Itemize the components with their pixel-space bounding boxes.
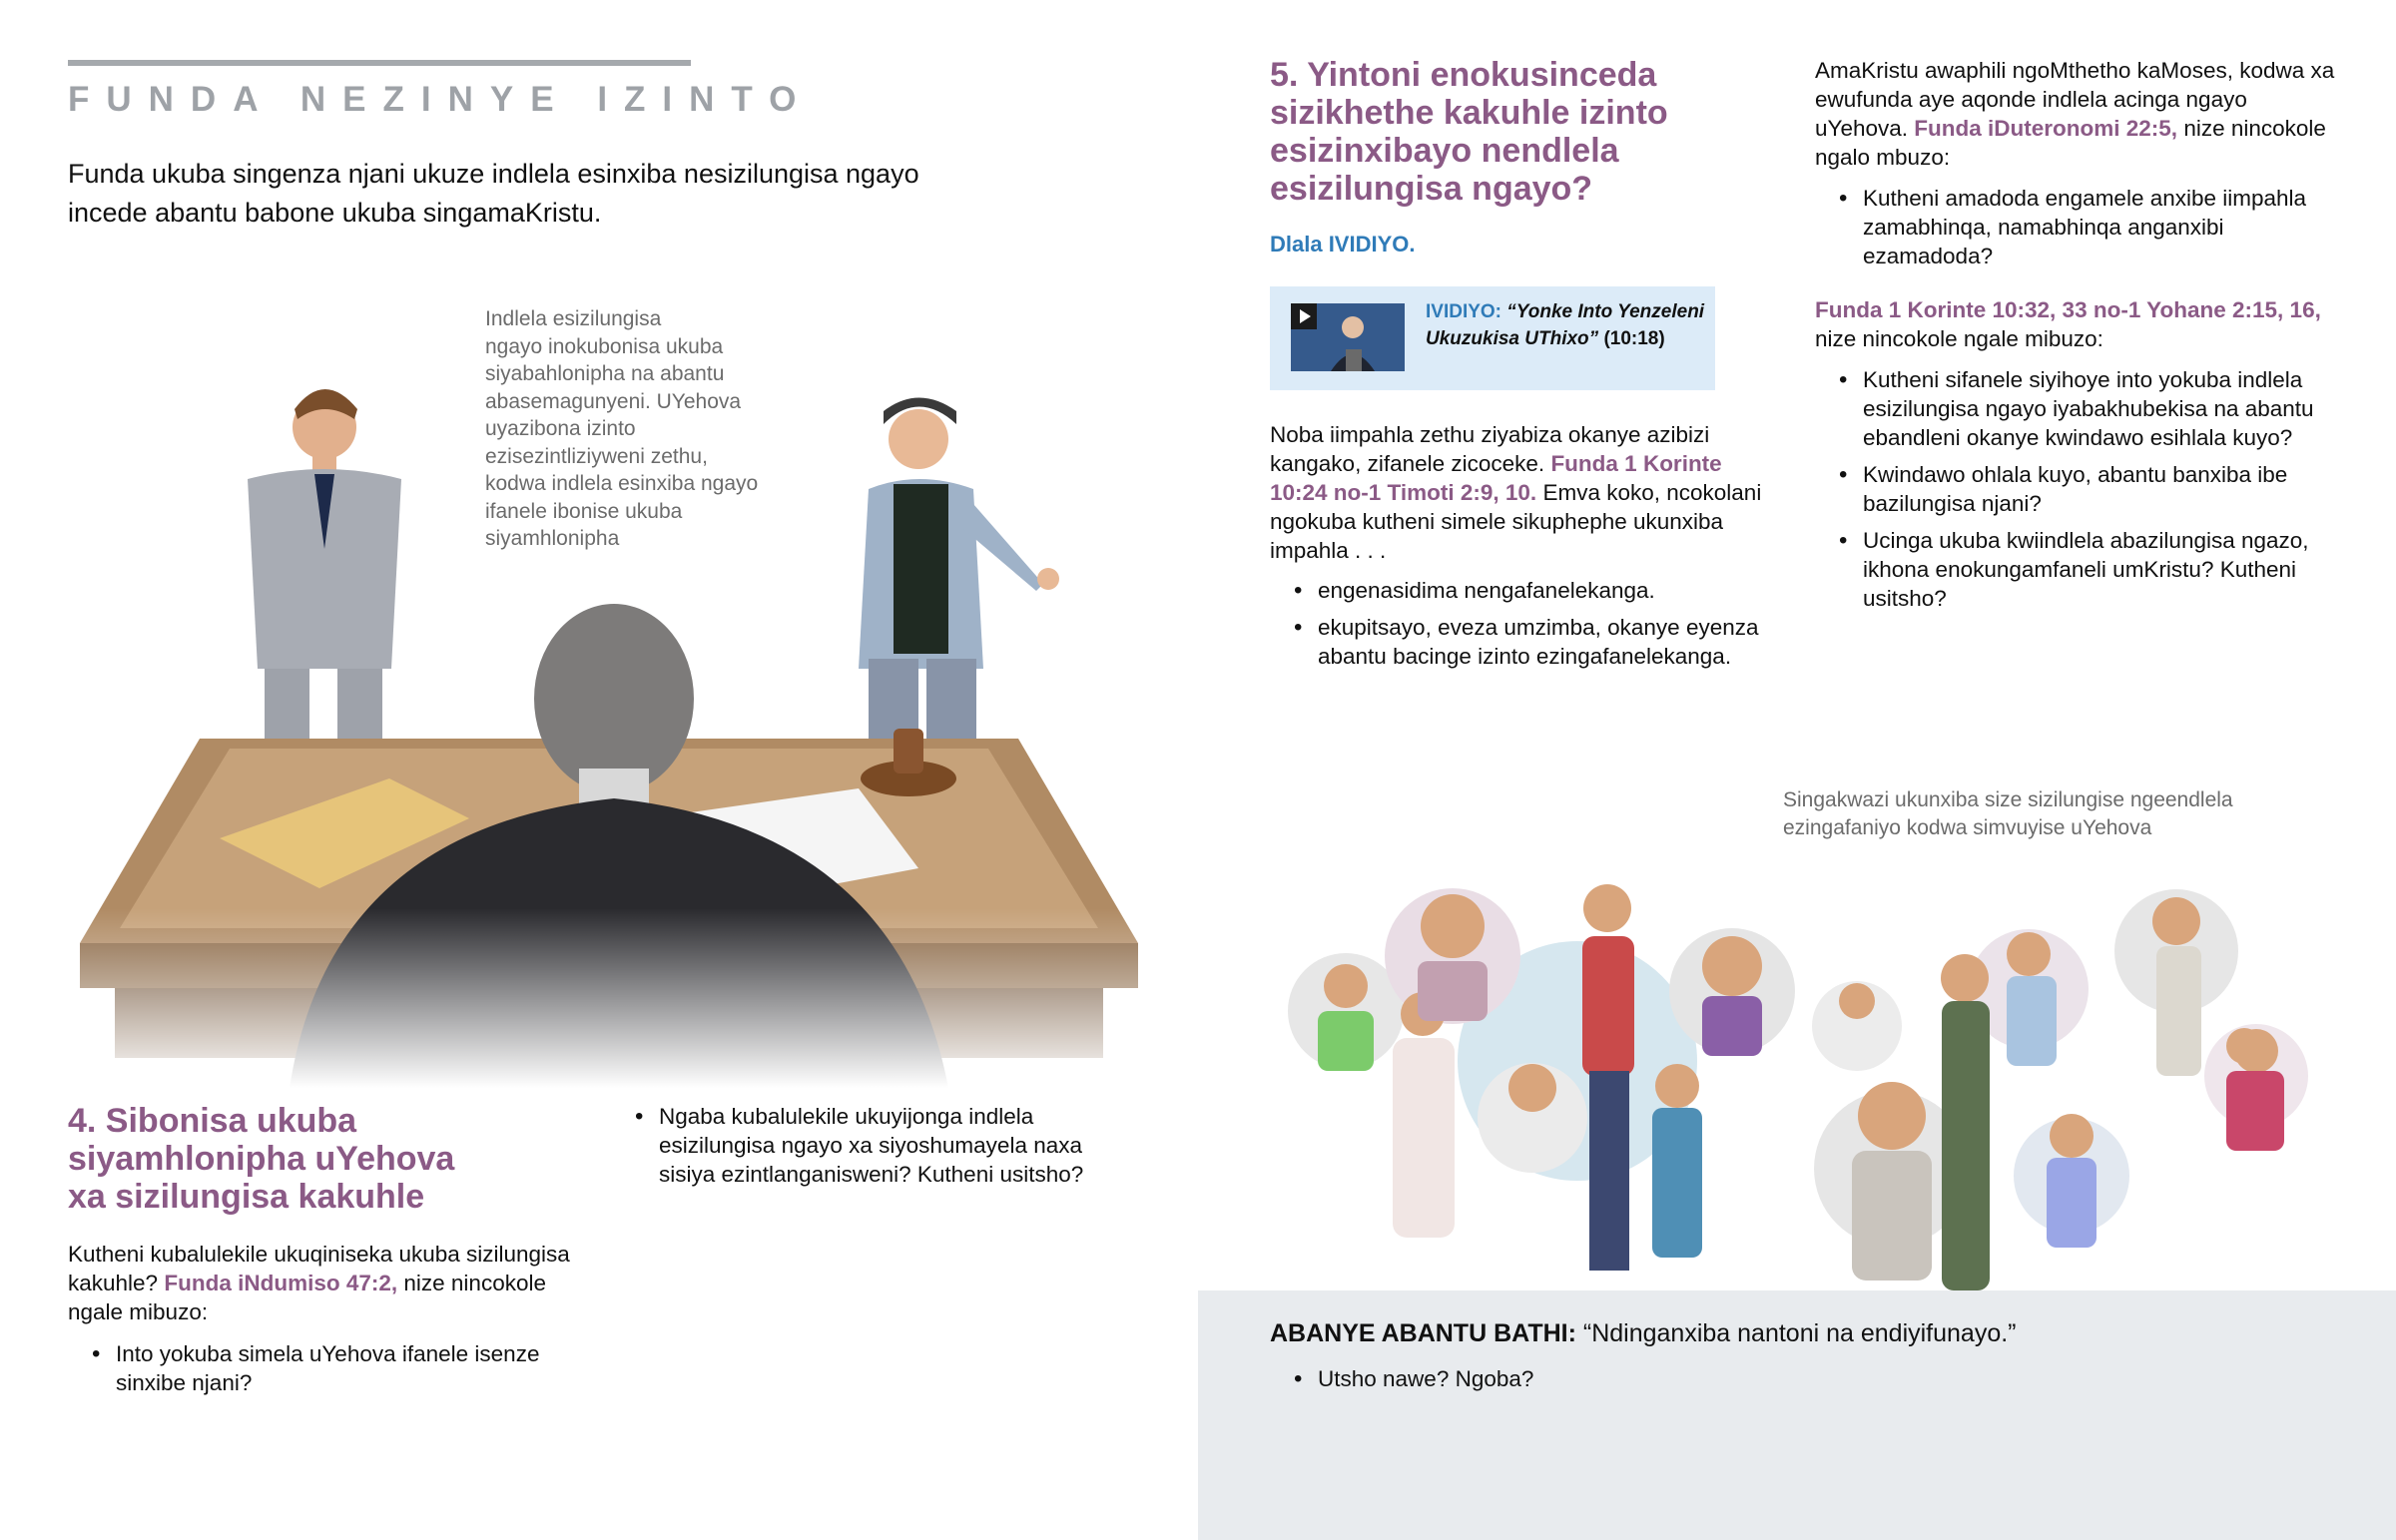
col2-paragraph1: AmaKristu awaphili ngoMthetho kaMoses, kodwa xa ewufunda aye aqonde indlela acinga ngayo uYehova. Funda iDuteronomi 22:5, nize nincokole ngalo mbuzo: xyxy=(1815,58,2335,170)
caption-line: kodwa indlela esinxiba ngayo xyxy=(485,472,759,495)
section4-paragraph: Kutheni kubalulekile ukuqiniseka ukuba sizilungisa kakuhle? Funda iNdumiso 47:2, nize nincokole ngale mibuzo: xyxy=(68,1242,570,1324)
caption-line: ezingafaniyo kodwa simvuyise uYehova xyxy=(1783,815,2152,839)
play-video-link[interactable]: Dlala IVIDIYO. xyxy=(1270,232,1416,257)
col2-paragraph2: Funda 1 Korinte 10:32, 33 no-1 Yohane 2:15, 16, nize nincokole ngale mibuzo: xyxy=(1815,297,2321,351)
header-rule xyxy=(68,60,691,66)
group-caption xyxy=(1783,786,2302,841)
caption-line: Singakwazi ukunxiba size sizilungise ngeendlela xyxy=(1783,788,2233,811)
section4-bullets-col2 xyxy=(611,1102,1122,1197)
video-caption: IVIDIYO: “Yonke Into Yenzeleni Ukuzukisa UThixo” (10:18) xyxy=(1426,301,1705,349)
list-item: • ekupitsayo, eveza umzimba, okanye eyenza abantu bacinge izinto ezingafanelekanga. xyxy=(1270,613,1769,671)
list-item: • Ucinga ukuba kwiindlela abazilungisa ngazo, ikhona enokungamfaneli umKristu? Kutheni usitsho? xyxy=(1815,526,2344,613)
scripture-link[interactable]: Funda 1 Korinte 10:24 no-1 Timoti 2:9, 10. xyxy=(1270,451,1722,505)
list-item: • Kutheni sifanele siyihoye into yokuba indlela esizilungisa ngayo iyabakhubekisa na abantu ebandleni okanye kwindawo esihlala kuyo? xyxy=(1815,365,2344,452)
col2-bullets1 xyxy=(1815,184,2344,278)
section5-paragraph: Noba iimpahla zethu ziyabiza okanye azibizi kangako, zifanele zicoceke. Funda 1 Korinte 10:24 no-1 Timoti 2:9, 10. Emva koko, ncokolani ngokuba kutheni simele sikuphephe ukunxiba impahla . . . xyxy=(1270,422,1762,563)
list-item: • Kwindawo ohlala kuyo, abantu banxiba ibe bazilungisa njani? xyxy=(1815,460,2344,518)
scripture-link[interactable]: Funda iNdumiso 47:2, xyxy=(164,1271,398,1295)
list-item: • engenasidima nengafanelekanga. xyxy=(1270,576,1769,605)
discussion-bullets xyxy=(1270,1364,2069,1401)
caption-line: ngayo inokubonisa ukuba xyxy=(485,334,724,358)
list-item: • Ngaba kubalulekile ukuyijonga indlela esizilungisa ngayo xa siyoshumayela naxa sisiya ezintlanganisweni? Kutheni usitsho? xyxy=(611,1102,1122,1189)
section4-heading: 4. Sibonisa ukuba siyamhlonipha uYehova xa sizilungisa kakuhle xyxy=(68,1102,455,1216)
section5-bullets xyxy=(1270,576,1769,679)
scripture-link[interactable]: Funda iDuteronomi 22:5, xyxy=(1914,116,2178,141)
list-item: • Into yokuba simela uYehova ifanele isenze sinxibe njani? xyxy=(68,1339,597,1397)
people-illustration xyxy=(1278,866,2316,1290)
caption-line: Indlela esizilungisa xyxy=(485,307,662,330)
section5-heading: 5. Yintoni enokusinceda sizikhethe kakuhle izinto esizinxibayo nendlela esizilungisa ngayo? xyxy=(1270,56,1668,208)
list-item: • Utsho nawe? Ngoba? xyxy=(1270,1364,2069,1393)
caption-line: uyazibona izinto xyxy=(485,417,636,440)
section4-bullets xyxy=(68,1339,597,1405)
caption-line: ezisezintliziyweni zethu, xyxy=(485,444,708,468)
caption-line: siyamhlonipha xyxy=(485,527,620,550)
section-kicker: FUNDA NEZINYE IZINTO xyxy=(68,80,814,119)
discussion-statement: ABANYE ABANTU BATHI: “Ndinganxiba nantoni na endiyifunayo.” xyxy=(1270,1319,2017,1347)
courtroom-caption xyxy=(485,305,785,553)
caption-line: ifanele ibonise ukuba xyxy=(485,499,683,523)
scripture-link[interactable]: Funda 1 Korinte 10:32, 33 no-1 Yohane 2:15, 16, xyxy=(1815,297,2321,322)
col2-bullets2 xyxy=(1815,365,2344,621)
caption-line: siyabahlonipha na abantu xyxy=(485,362,725,385)
intro-text: Funda ukuba singenza njani ukuze indlela esinxiba nesizilungisa ngayo incede abantu babone ukuba singamaKristu. xyxy=(68,159,919,228)
list-item: • Kutheni amadoda engamele anxibe iimpahla zamabhinqa, namabhinqa anganxibi ezamadoda? xyxy=(1815,184,2344,270)
play-icon[interactable] xyxy=(1291,303,1317,329)
caption-line: abasemagunyeni. UYehova xyxy=(485,389,742,413)
